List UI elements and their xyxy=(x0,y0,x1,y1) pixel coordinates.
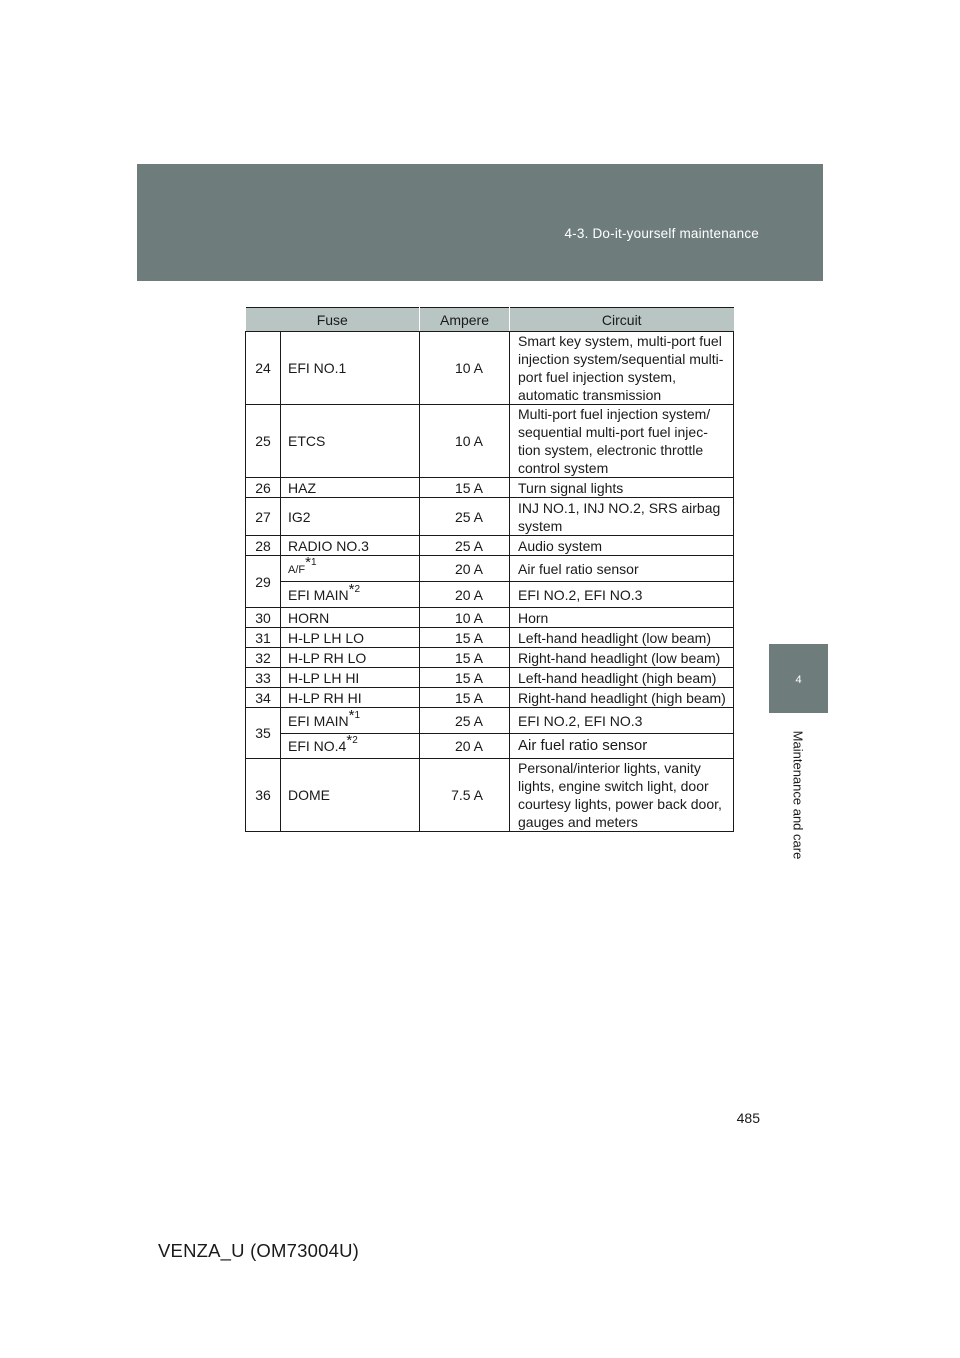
section-title: 4-3. Do-it-yourself maintenance xyxy=(564,226,759,241)
fuse-circuit: Right-hand headlight (low beam) xyxy=(510,648,734,668)
footnote-asterisk: * xyxy=(348,706,355,724)
table-row xyxy=(246,405,734,478)
fuse-number: 24 xyxy=(246,332,281,405)
table-row xyxy=(246,648,734,668)
fuse-circuit: Audio system xyxy=(510,536,734,556)
chapter-tab[interactable] xyxy=(769,644,828,713)
table-row xyxy=(246,708,734,734)
footnote-marker xyxy=(349,581,360,598)
fuse-number: 31 xyxy=(246,628,281,648)
fuse-name: DOME xyxy=(281,759,420,832)
table-row xyxy=(246,478,734,498)
fuse-circuit: EFI NO.2, EFI NO.3 xyxy=(510,582,734,608)
fuse-ampere: 15 A xyxy=(420,648,510,668)
fuse-name: RADIO NO.3 xyxy=(281,536,420,556)
table-row xyxy=(246,734,734,759)
fuse-ampere: 20 A xyxy=(420,556,510,582)
fuse-circuit: Multi-port fuel injection system/ sequential multi-port fuel injec- tion system, electronic throttle control system xyxy=(510,405,734,478)
footnote-number: 2 xyxy=(354,583,361,595)
fuse-number: 27 xyxy=(246,498,281,536)
fuse-circuit: Air fuel ratio sensor xyxy=(510,556,734,582)
page-number: 485 xyxy=(736,1110,760,1126)
fuse-ampere: 15 A xyxy=(420,668,510,688)
fuse-number: 33 xyxy=(246,668,281,688)
footnote-marker xyxy=(346,732,357,749)
table-row xyxy=(246,608,734,628)
fuse-circuit: Air fuel ratio sensor xyxy=(510,734,734,759)
fuse-number: 30 xyxy=(246,608,281,628)
fuse-name: HAZ xyxy=(281,478,420,498)
fuse-circuit: Left-hand headlight (low beam) xyxy=(510,628,734,648)
fuse-circuit: Personal/interior lights, vanity lights, engine switch light, door courtesy lights, power back door, gauges and meters xyxy=(510,759,734,832)
fuse-ampere: 10 A xyxy=(420,405,510,478)
fuse-name xyxy=(281,553,420,582)
fuse-number: 25 xyxy=(246,405,281,478)
column-header-circuit: Circuit xyxy=(510,308,734,332)
fuse-name-text: EFI MAIN xyxy=(288,712,349,729)
fuse-ampere: 25 A xyxy=(420,708,510,734)
footnote-number: 2 xyxy=(352,735,358,746)
table-row xyxy=(246,759,734,832)
footnote-asterisk: * xyxy=(348,580,355,598)
fuse-table xyxy=(245,307,734,832)
footnote-marker xyxy=(349,707,360,724)
fuse-number: 32 xyxy=(246,648,281,668)
fuse-circuit: INJ NO.1, INJ NO.2, SRS airbag system xyxy=(510,498,734,536)
fuse-number: 34 xyxy=(246,688,281,708)
fuse-ampere: 10 A xyxy=(420,332,510,405)
fuse-ampere: 15 A xyxy=(420,628,510,648)
fuse-circuit: Turn signal lights xyxy=(510,478,734,498)
table-row xyxy=(246,332,734,405)
fuse-name-text: EFI NO.4 xyxy=(288,738,347,754)
fuse-name-text: EFI MAIN xyxy=(288,586,349,603)
chapter-number: 4 xyxy=(795,674,802,686)
fuse-ampere: 15 A xyxy=(420,478,510,498)
table-row xyxy=(246,688,734,708)
fuse-number: 26 xyxy=(246,478,281,498)
footnote-asterisk: * xyxy=(346,732,353,749)
fuse-ampere: 20 A xyxy=(420,734,510,759)
fuse-name: ETCS xyxy=(281,405,420,478)
fuse-ampere: 20 A xyxy=(420,582,510,608)
fuse-name: H-LP RH HI xyxy=(281,688,420,708)
fuse-ampere: 7.5 A xyxy=(420,759,510,832)
chapter-label: Maintenance and care xyxy=(790,730,806,860)
fuse-circuit: Left-hand headlight (high beam) xyxy=(510,668,734,688)
fuse-name: IG2 xyxy=(281,498,420,536)
footnote-number: 1 xyxy=(354,709,361,721)
table-row xyxy=(246,582,734,608)
footnote-number: 1 xyxy=(310,556,317,568)
fuse-ampere: 10 A xyxy=(420,608,510,628)
fuse-circuit: EFI NO.2, EFI NO.3 xyxy=(510,708,734,734)
column-header-fuse: Fuse xyxy=(246,308,420,332)
header-band xyxy=(137,164,823,281)
table-row xyxy=(246,498,734,536)
fuse-name-text: A/F xyxy=(288,563,306,576)
column-header-ampere: Ampere xyxy=(420,308,510,332)
table-row xyxy=(246,536,734,556)
fuse-name: H-LP LH HI xyxy=(281,668,420,688)
fuse-number: 35 xyxy=(246,708,281,759)
fuse-circuit: Right-hand headlight (high beam) xyxy=(510,688,734,708)
fuse-number: 28 xyxy=(246,536,281,556)
fuse-name: HORN xyxy=(281,608,420,628)
fuse-ampere: 15 A xyxy=(420,688,510,708)
table-row xyxy=(246,668,734,688)
table-row xyxy=(246,628,734,648)
fuse-name: H-LP RH LO xyxy=(281,648,420,668)
fuse-circuit: Horn xyxy=(510,608,734,628)
fuse-name: H-LP LH LO xyxy=(281,628,420,648)
fuse-ampere: 25 A xyxy=(420,498,510,536)
fuse-name xyxy=(281,708,420,734)
fuse-ampere: 25 A xyxy=(420,536,510,556)
fuse-name xyxy=(281,582,420,608)
footnote-marker xyxy=(305,554,316,571)
fuse-circuit: Smart key system, multi-port fuel injection system/sequential multi-port fuel injection system, automatic transmission xyxy=(510,332,734,405)
fuse-number: 36 xyxy=(246,759,281,832)
fuse-name xyxy=(281,734,420,759)
fuse-name: EFI NO.1 xyxy=(281,332,420,405)
document-code: VENZA_U (OM73004U) xyxy=(158,1240,359,1261)
footnote-asterisk: * xyxy=(305,553,311,571)
table-row xyxy=(246,556,734,582)
fuse-number: 29 xyxy=(246,556,281,608)
table-header-row xyxy=(246,308,734,332)
